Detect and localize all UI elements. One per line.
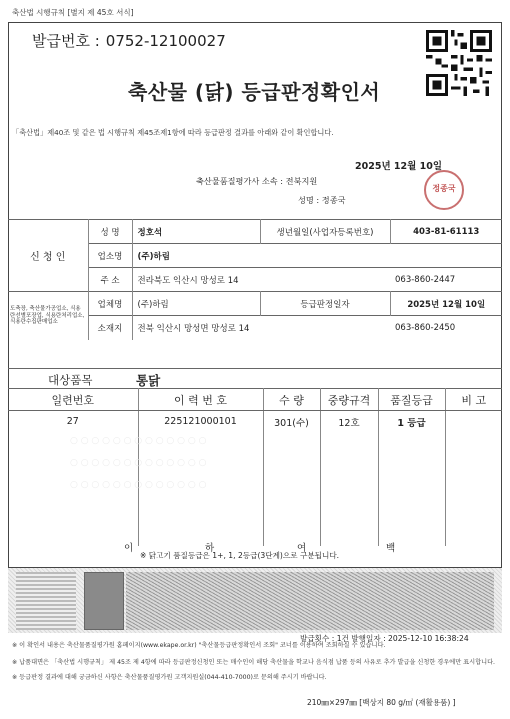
- grade-cell: 1 등급: [378, 411, 445, 433]
- quantity-cell: 301(수): [263, 411, 320, 433]
- security-pattern-block: [126, 572, 494, 630]
- issue-meta: 발급횟수 : 1건 발행일자 : 2025-12-10 16:38:24: [300, 634, 469, 643]
- name-value: 정호석: [132, 220, 260, 244]
- company-label: 업체명: [88, 292, 132, 316]
- note-cell: [445, 411, 502, 433]
- paper-spec: 210㎜×297㎜ [백상지 80 g/㎡ (재활용품) ]: [307, 698, 456, 707]
- business-value: (주)하림: [132, 244, 502, 268]
- background-pattern: ○ ○ ○ ○ ○ ○ ○ ○ ○ ○ ○ ○ ○: [70, 436, 207, 446]
- seal-name: 정종국: [432, 184, 456, 193]
- footnote: ※ 납품대면은 「축산법 시행규칙」 제 45조 제 4항에 따라 등급판정신청인 또는 매수인이 해당 축산물을 학교나 음식점 납품 등의 사유로 추가 발급을 신청한 경우에만 표시합니다.: [12, 659, 496, 666]
- facility-group-label: 도축장, 축산물가공업소, 식용란선별포장업, 식용란처리업소, 식용란수집판매업소: [8, 292, 88, 340]
- form-label: 축산법 시행규칙 [별지 제 45호 서식]: [12, 8, 134, 17]
- watermark-char: 이: [124, 543, 134, 554]
- item-label: 대상품목: [48, 373, 93, 387]
- grading-date-label: 등급판정일자: [260, 292, 390, 316]
- watermark-char: 여: [297, 543, 307, 554]
- watermark-char: 백: [386, 543, 396, 554]
- location-label: 소재지: [88, 316, 132, 340]
- applicant-phone: 063-860-2447: [390, 268, 502, 292]
- column-divider: [378, 432, 379, 546]
- id-value: 403-81-61113: [390, 220, 502, 244]
- grading-table: [8, 388, 502, 433]
- footnote: ※ 이 확인서 내용은 축산물품질평가원 홈페이지(www.ekape.or.kr) "축산물등급판정확인서 조회" 코너를 이용하여 조회하실 수 있습니다.: [12, 642, 386, 649]
- inspector-affiliation: 축산물품질평가사 소속 : 전북지원: [196, 176, 318, 186]
- background-pattern: ○ ○ ○ ○ ○ ○ ○ ○ ○ ○ ○ ○ ○: [70, 480, 207, 490]
- column-header: 수 량: [263, 389, 320, 411]
- security-pattern: [8, 567, 502, 633]
- column-divider: [263, 432, 264, 546]
- legal-notice: 「축산법」제40조 및 같은 법 시행규칙 제45조제1항에 따라 등급판정 결과를 아래와 같이 확인합니다.: [12, 128, 334, 137]
- inspector-name: 성명 : 정종국: [298, 195, 346, 205]
- address-value: 전라북도 익산시 망성로 14: [132, 268, 390, 292]
- column-header: 비 고: [445, 389, 502, 411]
- background-pattern: ○ ○ ○ ○ ○ ○ ○ ○ ○ ○ ○ ○ ○: [70, 458, 207, 468]
- issue-number-value: 0752-12100027: [105, 32, 226, 50]
- security-pattern-block: [16, 572, 76, 630]
- hologram-block: [84, 572, 124, 630]
- business-label: 업소명: [88, 244, 132, 268]
- table-header-row: [8, 389, 502, 411]
- issue-date: 2025년 12월 10일: [355, 161, 443, 172]
- address-label: 주 소: [88, 268, 132, 292]
- serial-cell: 27: [8, 411, 138, 433]
- seal-stamp: [424, 170, 464, 210]
- column-header: 일련번호: [8, 389, 138, 411]
- grade-note: ※ 닭고기 품질등급은 1+, 1, 2등급(3단계)으로 구분됩니다.: [140, 551, 340, 560]
- column-header: 품질등급: [378, 389, 445, 411]
- column-header: 이 력 번 호: [138, 389, 263, 411]
- facility-phone: 063-860-2450: [390, 316, 502, 340]
- qr-code-icon: [423, 30, 495, 96]
- page-title: 축산물 (닭) 등급판정확인서: [128, 80, 381, 104]
- issue-number: [32, 30, 226, 51]
- watermark-char: 하: [205, 543, 215, 554]
- company-value: (주)하림: [132, 292, 260, 316]
- location-value: 전북 익산시 망성면 망성로 14: [132, 316, 390, 340]
- issue-number-label: 발급번호 :: [32, 32, 100, 50]
- column-divider: [445, 432, 446, 546]
- grading-date-value: 2025년 12월 10일: [390, 292, 502, 316]
- column-header: 중량규격: [320, 389, 378, 411]
- column-divider: [320, 432, 321, 546]
- name-label: 성 명: [88, 220, 132, 244]
- item-row: [8, 368, 502, 388]
- table-row: [8, 411, 502, 433]
- footnote: ※ 등급판정 결과에 대해 궁금하신 사항은 축산물품질평가원 고객지원실(044-410-7000)로 문의해 주시기 바랍니다.: [12, 674, 327, 681]
- weight-cell: 12호: [320, 411, 378, 433]
- applicant-group-label: 신 청 인: [8, 220, 88, 292]
- applicant-table: [8, 219, 502, 340]
- trace-number-cell: 225121000101: [138, 411, 263, 433]
- id-label: 생년월일(사업자등록번호): [260, 220, 390, 244]
- item-value: 통닭: [136, 373, 161, 388]
